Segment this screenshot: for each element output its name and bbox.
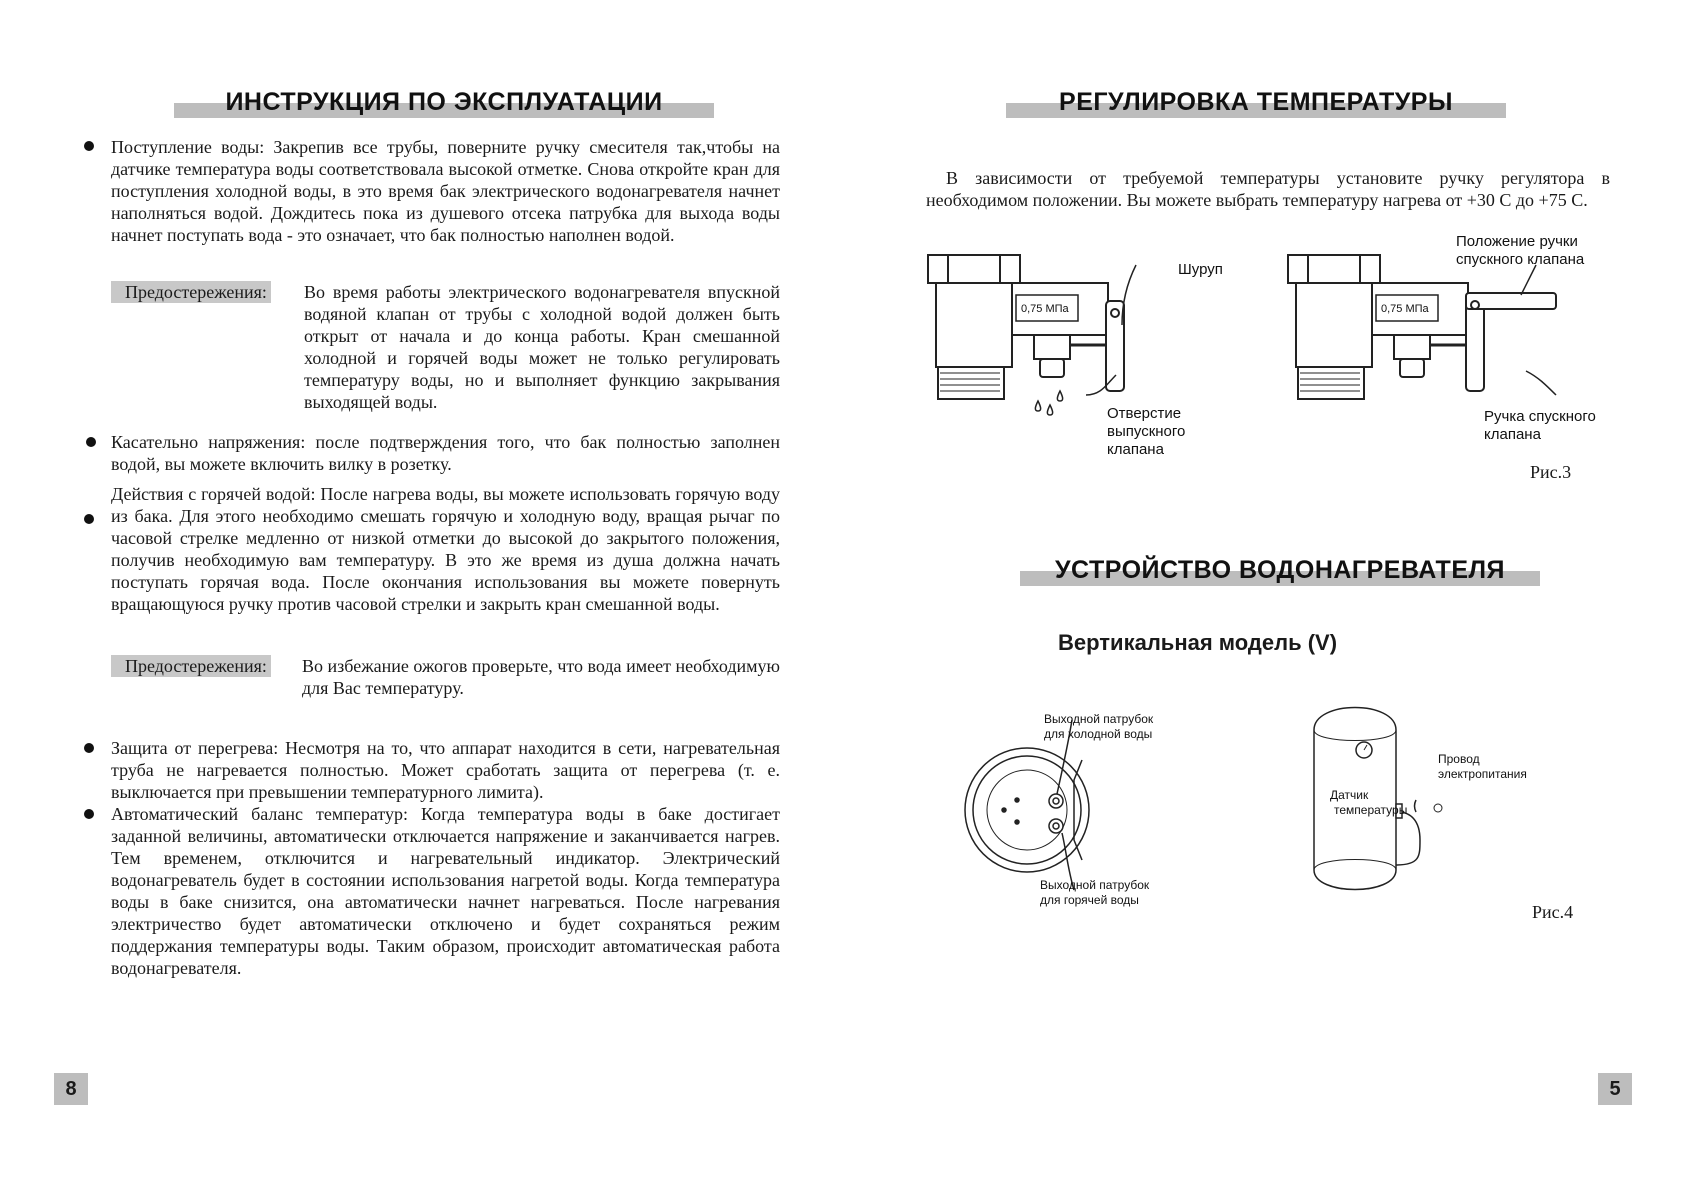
handle-position-label-2: спускного клапана — [1456, 251, 1585, 268]
figure-4-caption: Рис.4 — [1532, 902, 1574, 922]
warning-label: Предостережения: — [111, 281, 271, 303]
title-text: УСТРОЙСТВО ВОДОНАГРЕВАТЕЛЯ — [1054, 556, 1506, 584]
title-text: РЕГУЛИРОВКА ТЕМПЕРАТУРЫ — [1059, 88, 1453, 116]
bullet — [84, 514, 94, 524]
page-number-left: 8 — [54, 1073, 88, 1105]
outlet-hole-label-2: выпускного — [1107, 423, 1186, 440]
drain-handle-label-2: клапана — [1484, 426, 1541, 443]
heater-bottom-view — [962, 740, 1132, 900]
drain-handle-label-1: Ручка спускного — [1484, 408, 1596, 425]
hot-outlet-label-2: для горячей воды — [1040, 893, 1139, 907]
cold-outlet-label-1: Выходной патрубок — [1044, 712, 1154, 726]
gauge-label-left: 0,75 МПа — [1021, 303, 1069, 315]
bullet — [86, 437, 96, 447]
figure-3-caption: Рис.3 — [1530, 462, 1572, 482]
temp-sensor-label-1: Датчик — [1330, 788, 1369, 802]
paragraph-auto-balance: Автоматический баланс температур: Когда температура воды в баке достигает заданной величины, автоматически отключается напряжение и заканчивается нагрев. Тем временем, отключится и нагревательный индикатор. Электрический водонагреватель будет в состоянии использования нагретой воды. Когда температура воды в баке снизится, она автоматически начнет нагреваться. После нагревания электричество будет автоматически отключено и будет сохраняться режим поддержания температуры воды. Таким образом, происходит автоматическая работа водонагревателя. — [111, 804, 780, 978]
paragraph-overheat: Защита от перегрева: Несмотря на то, что аппарат находится в сети, нагревательная труба не нагревается полностью. Может сработать защита от перегрева (т. е. выключается при превышении температурного лимита). — [111, 738, 780, 802]
cold-outlet-label-2: для холодной воды — [1044, 727, 1153, 741]
handle-position-label-1: Положение ручки — [1456, 233, 1578, 250]
device-section-title — [1020, 556, 1540, 586]
temp-instruction: В зависимости от требуемой температуры установите ручку регулятора в необходимом положении. Вы можете выбрать температуру нагрева от +30 С до +75 С. — [926, 168, 1610, 210]
model-title: Вертикальная модель (V) — [1058, 630, 1338, 655]
gauge-label-right: 0,75 МПа — [1381, 303, 1429, 315]
bullet — [84, 141, 94, 151]
valve-diagram — [926, 245, 1566, 475]
paragraph-water-supply: Поступление воды: Закрепив все трубы, поверните ручку смесителя так,чтобы на датчике температура воды соответствовала высокой отметке. Снова откройте кран для поступления холодной воды, в это время бак электрического водонагревателя начнет наполняться водой. Дождитесь пока из душевого отсека патрубка для выхода воды начнет поступать вода - это означает, что бак полностью наполнен водой. — [111, 137, 780, 245]
temp-section-title — [1006, 88, 1506, 118]
warning-text-2: Во избежание ожогов проверьте, что вода имеет необходимую для Вас температуру. — [302, 656, 780, 698]
temp-sensor-label-2: температуры — [1334, 803, 1408, 817]
screw-label: Шуруп — [1178, 261, 1223, 278]
power-wire-label-2: электропитания — [1438, 767, 1527, 781]
power-wire-label-1: Провод — [1438, 752, 1480, 766]
title-text: ИНСТРУКЦИЯ ПО ЭКСПЛУАТАЦИИ — [225, 88, 663, 116]
warning-text-1: Во время работы электрического водонагревателя впускной водяной клапан от трубы с холодной водой должен быть открыт от начала и до конца работы. Кран смешанной холодной и горячей воды может не только регулировать температуру воды, но и выполняет функцию закрывания выходящей воды. — [304, 282, 780, 412]
left-section-title — [174, 88, 714, 118]
paragraph-hot-water: Действия с горячей водой: После нагрева воды, вы можете использовать горячую воду из бака. Для этого необходимо смешать горячую и холодную воду, вращая рычаг по часовой стрелке медленно от низкой отметки до высокой до закрытого положения, получив необходимую вам температуру. В это же время из душа должна начать поступать горячая вода. После окончания использования вы можете повернуть вращающуюся ручку против часовой стрелки и закрыть кран смешанной воды. — [111, 484, 780, 614]
paragraph-voltage: Касательно напряжения: после подтверждения того, что бак полностью заполнен водой, вы можете включить вилку в розетку. — [111, 432, 780, 474]
outlet-hole-label-3: клапана — [1107, 441, 1164, 458]
warning-label: Предостережения: — [111, 655, 271, 677]
outlet-hole-label-1: Отверстие — [1107, 405, 1182, 422]
page-number-right: 5 — [1598, 1073, 1632, 1105]
hot-outlet-label-1: Выходной патрубок — [1040, 878, 1150, 892]
bullet — [84, 809, 94, 819]
bullet — [84, 743, 94, 753]
